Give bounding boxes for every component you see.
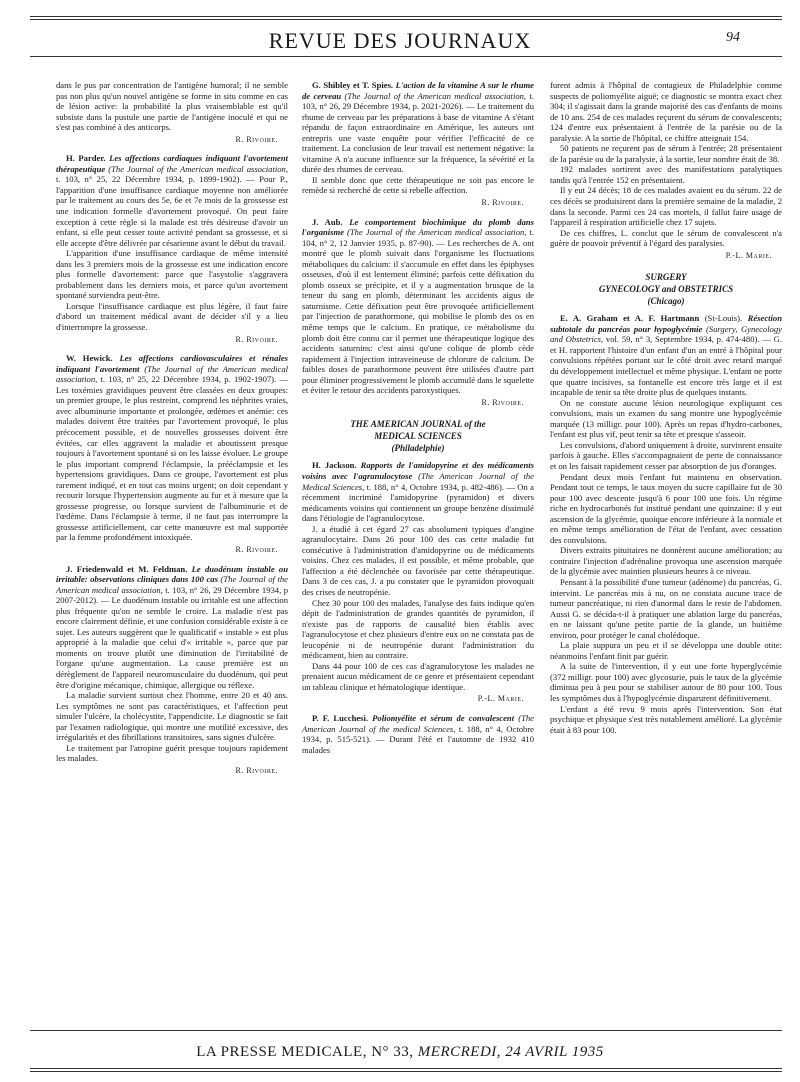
article-paragraph: La maladie survient surtout chez l'homme, entre 20 et 40 ans. Les symptômes ne sont pas caractéristiques, et l'affection peut simuler l'ulcère, la cholécystite, l'appendicite. Le diagnostic se fait par l'examen radiologique, qui montre une motilité excessive, des irrégularités et des fibrillations transitoires, sans signes d'ulcère. bbox=[56, 690, 288, 743]
article-text: t. 103, n° 26, 29 Décembre 1934, p 2007-2012). — Le duodénum instable ou irritable est une affection plus fréquente qu'on ne semble le croire. La maladie n'est pas encore clairement définie, et une confusion considérable existe à ce sujet. Les auteurs suggèrent que le qualificatif « instable » est plus approprié à la maladie que celui d'« irritable », parce que par moments on trouve plutôt une diminution de l'irritabilité de l'organe qu'une augmentation. La cause première est un dérèglement de l'appareil neuromusculaire du duodénum, qui peut être d'origine mécanique, chimique, allergique ou réflexe. bbox=[56, 584, 288, 690]
article-author-location: (St-Louis). bbox=[704, 313, 743, 324]
footer-date: MERCREDI, 24 AVRIL 1935 bbox=[417, 1044, 604, 1060]
article-parder bbox=[56, 153, 288, 345]
article-reference: (The American Journal of the medical Sciences, bbox=[302, 712, 534, 734]
article-heading bbox=[56, 353, 288, 543]
article-title: Poliomyélite et sérum de convalescent bbox=[372, 712, 515, 723]
article-paragraph: Le traitement par l'atropine guérit presque toujours rapidement les malades. bbox=[56, 742, 288, 764]
article-paragraph: Pensant à la possibilité d'une tumeur (adénome) du pancréas, G. intervint. Le pancréas mis à nu, on ne constata aucune trace de tumeur pancréatique, ni rien d'anormal dans le reste de l'abdomen. Aussi G. se décida-t-il à pratiquer une ablation large du pancréas, en ne laissant qu'une petite partie de la glande, un huitième environ, pour protéger le canal cholédoque. bbox=[550, 576, 782, 640]
article-reference: (The Journal of the American medical association, bbox=[344, 90, 527, 101]
article-reference: (The Journal of the American medical association, bbox=[56, 363, 288, 385]
journal-name-line: SURGERY bbox=[645, 272, 687, 283]
article-reference: (Surgery, Gynecology and Obstetrics, bbox=[550, 323, 782, 345]
article-signature: R. Rivoire. bbox=[235, 134, 278, 144]
article-heading bbox=[302, 80, 534, 175]
article-friedenwald bbox=[56, 564, 288, 777]
article-paragraph: J. a étudié à cet égard 27 cas absolument typiques d'angine agranulocytaire. Dans 26 pour 100 des cas cette maladie fut consécutive à l'administration d'amidopyrine ou de médicaments voisins. Chez ces malades, il est possible, et même probable, que l'affection a été déclenchée ou favorisée par cette thérapeutique. Dans 3 de ces cas, J. a pu constater que le pyramidon provoquait des crises de neutropénie. bbox=[302, 523, 534, 597]
article-lucchesi-continued bbox=[550, 80, 782, 261]
header-rule-bottom bbox=[30, 56, 782, 57]
article-paragraph: La plaie suppura un peu et il se développa une double otite: néanmoins l'enfant finit par guérir. bbox=[550, 640, 782, 661]
article-text: dans le pus par concentration de l'antigène humoral; il ne semble pas non plus qu'un nouvel antigène se forme in situ comme en cas de lésion active: la probabilité la plus vraisemblable est qu'il subsiste dans la pustule une partie de l'antigène inoculé et qui ne s'est pas combiné à des anticorps. bbox=[56, 80, 288, 133]
article-heading bbox=[550, 313, 782, 397]
article-heading bbox=[302, 217, 534, 396]
article-aub bbox=[302, 217, 534, 409]
article-signature: P.-L. Marie. bbox=[725, 250, 772, 260]
article-paragraph: A la suite de l'intervention, il y eut une forte hyperglycémie (372 milligr. pour 100) avec glycosurie, puis le taux de la glycémie diminua peu à peu pour se stabiliser autour de 80 pour 100. Tous les symptômes dus à l'hypoglycémie disparurent définitivement. bbox=[550, 661, 782, 703]
article-paragraph: De ces chiffres, L. conclut que le sérum de convalescent n'a guère de pouvoir préventif à l'égard des paralysies. bbox=[550, 227, 782, 249]
page-footer bbox=[0, 1044, 800, 1061]
article-author: J. Friedenwald et M. Feldman. bbox=[66, 563, 188, 574]
article-paragraph: Pendant deux mois l'enfant fut maintenu en observation. Pendant tout ce temps, le taux moyen du sucre capillaire fut de 30 pour 100 avec descente jusqu'à 6 pour 100 une fois. Un régime riche en hydrocarbonés fut institué pendant une quinzaine: il y eut ascension de la glycémie, quoique encore inférieure à la normale et en même temps amélioration de l'état de l'enfant, avec cessation des convulsions. bbox=[550, 471, 782, 545]
article-paragraph: Divers extraits pituitaires ne donnèrent aucune amélioration; au contraire l'injection d'adrénaline provoqua une ascension marquée de la glycémie avec maintien plusieurs heures à ce niveau. bbox=[550, 545, 782, 577]
article-title: Le duodénum instable ou irritable: observations cliniques dans 100 cas bbox=[56, 563, 288, 585]
article-heading bbox=[302, 460, 534, 523]
column-3 bbox=[550, 80, 782, 743]
article-paragraph: 192 malades sortirent avec des manifestations paralytiques tandis qu'à l'entrée 152 en présentaient. bbox=[550, 164, 782, 185]
article-reference: (The American Journal of the Medical Sciences, bbox=[302, 470, 534, 492]
article-hewick bbox=[56, 353, 288, 555]
article-heading bbox=[56, 153, 288, 248]
article-title: Le comportement biochimique du plomb dans l'organisme bbox=[302, 216, 534, 238]
article-paragraph: Les convulsions, d'abord uniquement à droite, survinrent ensuite parfois à gauche. Elles s'accompagnaient de perte de connaissance et on les faisait rapidement cesser par absorption de jus d'oranges. bbox=[550, 439, 782, 471]
journal-name-line: GYNECOLOGY and OBSTETRICS bbox=[598, 284, 734, 295]
article-title: Les affections cardiaques indiquant l'avortement thérapeutique bbox=[56, 153, 288, 174]
footer-rule-top bbox=[30, 1030, 782, 1031]
article-signature: R. Rivoire. bbox=[481, 397, 524, 407]
article-paragraph: On ne constate aucune lésion neurologique expliquant ces convulsions, mais un examen du sang montre une hypoglycémie marquée (13 milligr. pour 100). Après un repas d'hydro-carbones, l'enfant est plus vif, peut tenir sa tête et presque s'asseoir. bbox=[550, 397, 782, 440]
article-title: Rapports de l'amidopyrine et des médicaments voisins avec l'agranulocytose bbox=[302, 460, 534, 481]
article-shibley bbox=[302, 80, 534, 209]
article-reference: (The Journal of the American medical association, bbox=[108, 163, 288, 174]
article-continued bbox=[56, 80, 288, 145]
article-reference: (The Journal of the American medical association, bbox=[347, 227, 527, 238]
article-signature: P.-L. Marie. bbox=[477, 694, 524, 704]
journal-name-line: THE AMERICAN JOURNAL of the bbox=[350, 419, 486, 430]
article-lucchesi bbox=[302, 713, 534, 755]
journal-section-heading bbox=[302, 418, 534, 454]
article-paragraph: furent admis à l'hôpital de contagieux de Philadelphie comme suspects de poliomyélite aiguë; ce diagnostic se montra exact chez 304; il s'agissait dans la grande majorité des cas d'enfants de moins de 10 ans. 254 de ces malades reçurent du sérum de convalescents; 124 d'entre eux présentaient à l'entrée de la parésie ou de la paralysie. A la sortie de l'hôpital, ce chiffre atteignait 154. bbox=[550, 80, 782, 143]
column-2 bbox=[302, 80, 534, 763]
article-title: L'action de la vitamine A sur le rhume de cerveau bbox=[302, 80, 534, 101]
article-author: H. Jackson. bbox=[312, 460, 357, 471]
article-paragraph: L'enfant a été revu 9 mois après l'intervention. Son état psychique et physique s'est très notablement amélioré. La glycémie était à 83 pour 100. bbox=[550, 703, 782, 735]
article-author: E. A. Graham et A. F. Hartmann bbox=[560, 313, 700, 324]
article-paragraph: L'apparition d'une insuffisance cardiaque de même intensité dans les 3 premiers mois de la grossesse est une indication encore plus formelle d'avortement: parce que l'asystolie s'aggravera probablement dans les derniers mois, et parce qu'un avortement spontané surviendra peut-être. bbox=[56, 248, 288, 301]
article-text: vol. 59, n° 3, Septembre 1934, p. 474-480). — G. et H. rapportent l'histoire d'un enfant d'un an entré à l'hôpital pour convulsions répétées portant sur le côté droit avec retard marqué du développement intellectuel et même physique. L'enfant ne porte que quatre incisives, sa fontanelle est encore très large et il est incapable de tenir sa tête droite plus de quelques instants. bbox=[550, 334, 783, 398]
article-author: H. Parder. bbox=[66, 153, 106, 164]
article-paragraph: Dans 44 pour 100 de ces cas d'agranulocytose les malades ne prenaient aucun médicament de ce genre et présentaient cependant un tableau clinique et hématologique identique. bbox=[302, 660, 534, 692]
article-signature: R. Rivoire. bbox=[481, 198, 524, 208]
article-author: J. Aub. bbox=[312, 216, 343, 227]
article-author: W. Hewick. bbox=[66, 353, 113, 364]
article-text: t. 103, n° 25, 22 Décembre 1934, p. 1899-1902). — Pour P., l'apparition d'une insuffisance cardiaque moyenne non améliorée par le traitement au cours des 5e, 6e et 7e mois de la grossesse est une indication formelle d'avortement provoqué. On peut faire exception à cette règle si la malade est très désireuse d'avoir un enfant, si elle peut cesser toute activité pendant sa grossesse, et si elle accepte d'être délivrée par césarienne avant le début du travail. bbox=[56, 174, 288, 248]
page-header-title: REVUE DES JOURNAUX bbox=[268, 28, 532, 53]
journal-name-line: MEDICAL SCIENCES bbox=[374, 431, 462, 442]
article-reference: (The Journal of the American medical association, bbox=[56, 574, 288, 595]
article-paragraph: Il semble donc que cette thérapeutique ne soit pas encore le remède si recherché de cette si rebelle affection. bbox=[302, 174, 534, 196]
article-signature: R. Rivoire. bbox=[235, 765, 278, 775]
article-jackson bbox=[302, 460, 534, 705]
article-paragraph: 50 patients ne reçurent pas de sérum à l'entrée; 28 présentaient de la parésie ou de la paralysie, à la sortie, leur nombre était de 38. bbox=[550, 143, 782, 164]
journal-section-heading bbox=[550, 271, 782, 307]
article-signature: R. Rivoire. bbox=[235, 334, 278, 344]
footer-rule-bottom bbox=[30, 1068, 782, 1072]
article-text: t. 188, n° 4, Octobre 1934, p. 515-521). — Durant l'été et l'automne de 1932 410 malades bbox=[302, 723, 534, 755]
page-number: 94 bbox=[726, 30, 740, 45]
article-paragraph: Lorsque l'insuffisance cardiaque est plus légère, il faut faire d'abord un traitement médical avant de décider s'il y a lieu d'interrompre la grossesse. bbox=[56, 300, 288, 333]
article-author: G. Shibley et T. Spies. bbox=[312, 80, 394, 90]
journal-city: (Chicago) bbox=[647, 296, 685, 307]
article-title: Les affections cardiovasculaires et rénales indiquant l'avortement bbox=[56, 353, 288, 374]
column-1 bbox=[56, 80, 288, 784]
article-paragraph: Il y eut 24 décès; 18 de ces malades avaient eu du sérum. 22 de ces décès se produisirent dans la première semaine de la maladie, 2 dans la seconde. Parmi ces 24 cas mortels, il fallut faire usage de l'appareil à respiration artificielle chez 17 sujets. bbox=[550, 185, 782, 228]
article-heading bbox=[302, 713, 534, 755]
article-graham bbox=[550, 313, 782, 735]
article-heading bbox=[56, 564, 288, 691]
article-text: t. 188, n° 4, Octobre 1934, p. 482-486). — On a récemment incriminé l'amidopyrine (pyramidon) et divers médicaments voisins qui contiennent un groupe benzène dissimulé dans l'étiologie de l'agranulocytose. bbox=[302, 481, 534, 524]
footer-journal: LA PRESSE MEDICALE, N° 33, bbox=[196, 1044, 414, 1060]
article-text: t. 103, n° 26, 29 Décembre 1934, p. 2021-2026). — Le traitement du rhume de cerveau par les préparations à base de vitamine A s'étant répandu de façon extraordinaire en Amérique, les auteurs ont entrepris une vaste enquête pour vérifier l'efficacité de ce traitement. La conclusion de leur travail est nettement négative: la vitamine A n'a aucune influence sur la fréquence, la sévérité et la durée des rhumes de cerveau. bbox=[302, 90, 534, 175]
article-paragraph: Chez 30 pour 100 des malades, l'analyse des faits indique qu'en dépit de l'administration de grandes quantités de pyramidon, il n'existe pas de rapports de causalité bien établis avec l'agranulocytose et chez plusieurs d'entre eux on ne constata pas de leucopénie ni de neutropénie durant l'administration du médicament, bien au contraire. bbox=[302, 597, 534, 661]
journal-city: (Philadelphie) bbox=[391, 443, 445, 454]
article-author: P. F. Lucchesi. bbox=[312, 712, 369, 723]
article-text: t. 104, n° 2, 12 Janvier 1935, p. 87-90). — Les recherches de A. ont montré que le plomb suivait dans l'organisme les fluctuations métaboliques du calcium: il s'accumule en effet dans les épiphyses osseuses, d'où il est lentement éliminé; parfois cette défixation du plomb osseux se précipite, et il y a augmentation brusque de la teneur du sang en plomb, déterminant les accidents aigus de saturnisme. Cette défixation peut être provoquée artificiellement par l'injection de parathormone, qui mobilise le plomb des os en même temps que le calcium. En pratique, ce métabolisme du plomb doit être connu car il permet une thérapeutique logique des accidents saturnins: c'est ainsi qu'une colique de plomb cède rapidement à l'injection intraveineuse de chlorure de calcium. De faibles doses de parathormone peuvent être utilisées d'autre part pour éliminer progressivement le plomb accumulé dans le squelette et éviter le retour des accidents paroxystiques. bbox=[302, 227, 534, 396]
article-title: Résection subtotale du pancréas pour hypoglycémie bbox=[550, 313, 782, 334]
article-text: t. 103, n° 25, 22 Décembre 1934, p. 1902-1907). — Les toxémies gravidiques peuvent être classées en deux groupes: un premier groupe, le plus restreint, comprend les néphrites vraies, avec albuminurie importante et prolongée, œdèmes et anémie: ces malades doivent être traitées par l'avortement provoqué, le plus précocement possible, et de nouvelles grossesses doivent être évitées, car elles aggravent la maladie et aboutissent presque toujours à l'avortement spontané si on les laisse évoluer. Le groupe le plus important comprend l'éclampsie, la prééclampsie et les hypertensions gravidiques. Dans ce groupe, l'avortement est plus rarement indiqué, et en tout cas moins urgent; on doit cependant y recourir lorsque l'hypertension augmente au fur et à mesure que la grossesse progresse, ou lorsque survient de l'albuminurie et de l'œdème. Dans l'éclampsie à terme, il ne faut pas interrompre la grossesse artificiellement, car cette manœuvre est mal supportée par la femme profondément intoxiquée. bbox=[56, 374, 288, 543]
article-signature: R. Rivoire. bbox=[235, 544, 278, 554]
header-rule-top bbox=[30, 16, 782, 20]
